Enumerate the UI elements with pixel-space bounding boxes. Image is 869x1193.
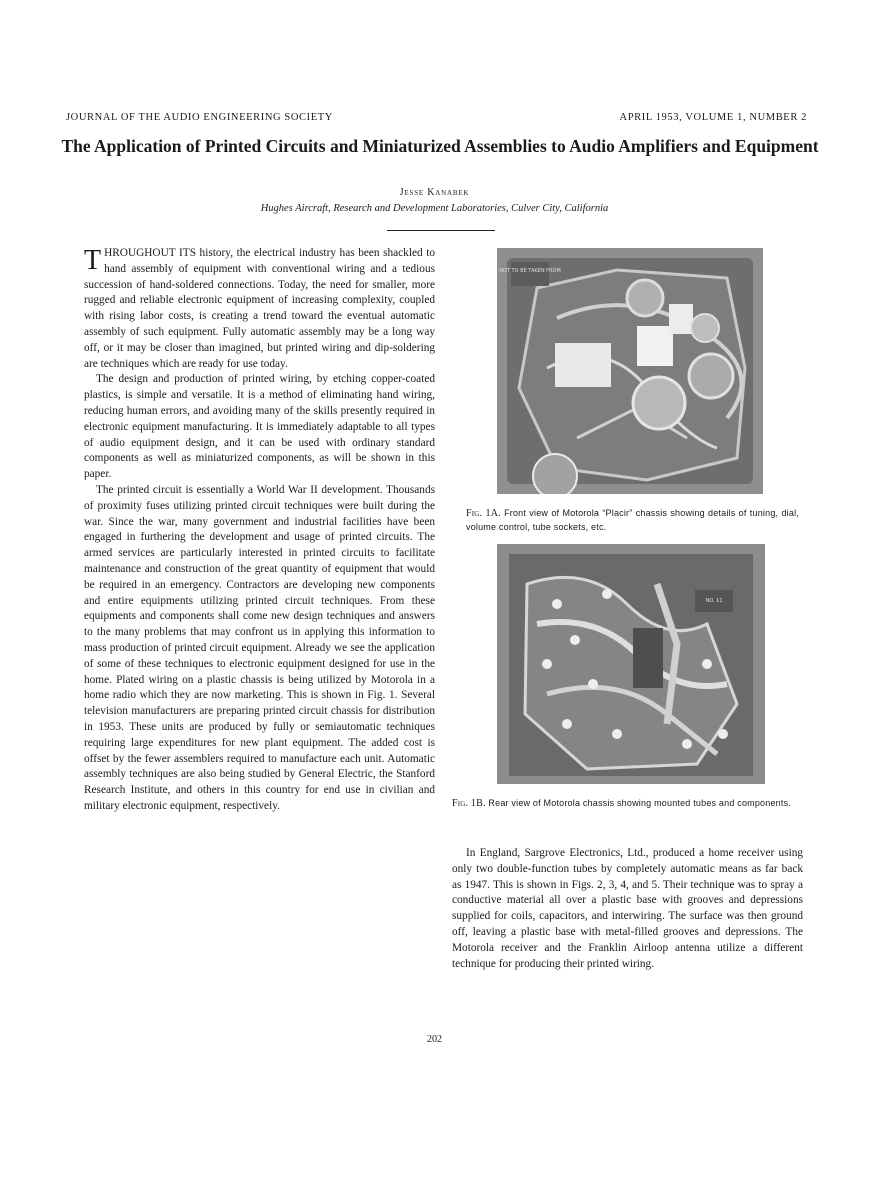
- figure-1b-photo: [497, 544, 765, 784]
- paragraph-4: In England, Sargrove Electronics, Ltd., produced a home receiver using only two double-function tubes by completely automatic means as far back as 1947. This is shown in Figs. 2, 3, 4, and 5. Their technique was to spray a conductive material all over a plastic base with grooves and depressions supplied for coils, capacitors, and interwiring. The surface was then ground off, leaving a plastic base with metal-filled grooves and depressions. The Motorola receiver and the Franklin Airloop antenna utilize a different technique for producing their printed wiring.: [452, 847, 803, 970]
- figure-1b-caption: [452, 797, 801, 811]
- chassis-rear-photo: [497, 544, 765, 784]
- paragraph-1-text: HROUGHOUT ITS history, the electrical industry has been shackled to hand assembly of equipment with conventional wiring and a tedious succession of hand-soldered connections. Today, the need for smaller, more rugged and reliable electronic equipment of increasing complexity, coupled with rising labor costs, is creating a trend toward the eventual automatic assembly of such equipment. Fully automatic assembly may be a long way off, or it may be closer than imagined, but printed wiring and dip-soldering are techniques which are ready for use today.: [84, 247, 435, 370]
- figure-1a-caption: [466, 507, 799, 533]
- paragraph-3: The printed circuit is essentially a World War II development. Thousands of proximity fuses utilizing printed circuit techniques were built during the war. Since the war, many government and industrial facilities have been engaged in furthering the development and usage of printed circuits. The armed services are particularly interested in printed circuits to facilitate maintenance and construction of the great quantity of equipment that would be required in an emergency. Contractors are developing new components and entire equipments utilizing printed circuit techniques. From these equipments and components shall come new design techniques and answers to the many problems that may confront us in applying this information to mass production of printed circuit equipment. Already we see the application of some of these techniques to electronic equipment designed for use in the home. Plated wiring on a plastic chassis is being utilized by Motorola in a home radio which they are now marketing. This is shown in Fig. 1. Several television manufacturers are preparing printed circuit chassis for distribution in 1953. These units are produced by fully or semiautomatic techniques requiring large expenditures for new plant equipment. The added cost is offset by the fewer assemblers required to manufacture each unit. Automatic assembly techniques are also being studied by General Electric, the Stanford Research Institute, and others in this country for end use in civilian and military electronic equipment, respectively.: [84, 483, 435, 812]
- title-divider: [387, 230, 495, 231]
- left-column: [84, 246, 435, 815]
- article-title: The Application of Printed Circuits and Miniaturized Assemblies to Audio Amplifiers and Equipment: [61, 136, 819, 156]
- paragraph-2: The design and production of printed wiring, by etching copper-coated plastics, is simple and versatile. It is a method of eliminating hand wiring, reducing human errors, and avoiding many of the skills presently required in electronic equipment manufacturing. It is immediately adaptable to all types of audio equipment design, and it can be used with ordinary standard components as well as miniaturized components, as will be shown in this paper.: [84, 373, 435, 481]
- issue-info: APRIL 1953, VOLUME 1, NUMBER 2: [619, 112, 807, 123]
- chassis-front-photo: [497, 248, 763, 494]
- drop-cap: T: [84, 245, 102, 276]
- figure-1b-label: Fig. 1B.: [452, 798, 486, 809]
- figure-1a-caption-text: Front view of Motorola “Placir” chassis showing details of tuning, dial, volume control, tube sockets, etc.: [466, 508, 799, 532]
- figure-1a-photo: [497, 248, 763, 494]
- figure-1b-caption-text: Rear view of Motorola chassis showing mounted tubes and components.: [488, 798, 791, 808]
- paragraph-1: [84, 246, 435, 372]
- page-number: 202: [427, 1034, 442, 1045]
- author-affiliation: Hughes Aircraft, Research and Development Laboratories, Culver City, California: [260, 203, 609, 214]
- right-column: [452, 846, 803, 972]
- author-name: Jesse Kanabek: [399, 187, 470, 198]
- running-head: [66, 112, 807, 126]
- photo-stamp-1: NOT TO BE TAKEN FROM: [499, 268, 561, 274]
- figure-1a-label: Fig. 1A.: [466, 508, 501, 519]
- photo-stamp-2: NO. 11: [705, 598, 723, 604]
- journal-name: JOURNAL OF THE AUDIO ENGINEERING SOCIETY: [66, 112, 333, 123]
